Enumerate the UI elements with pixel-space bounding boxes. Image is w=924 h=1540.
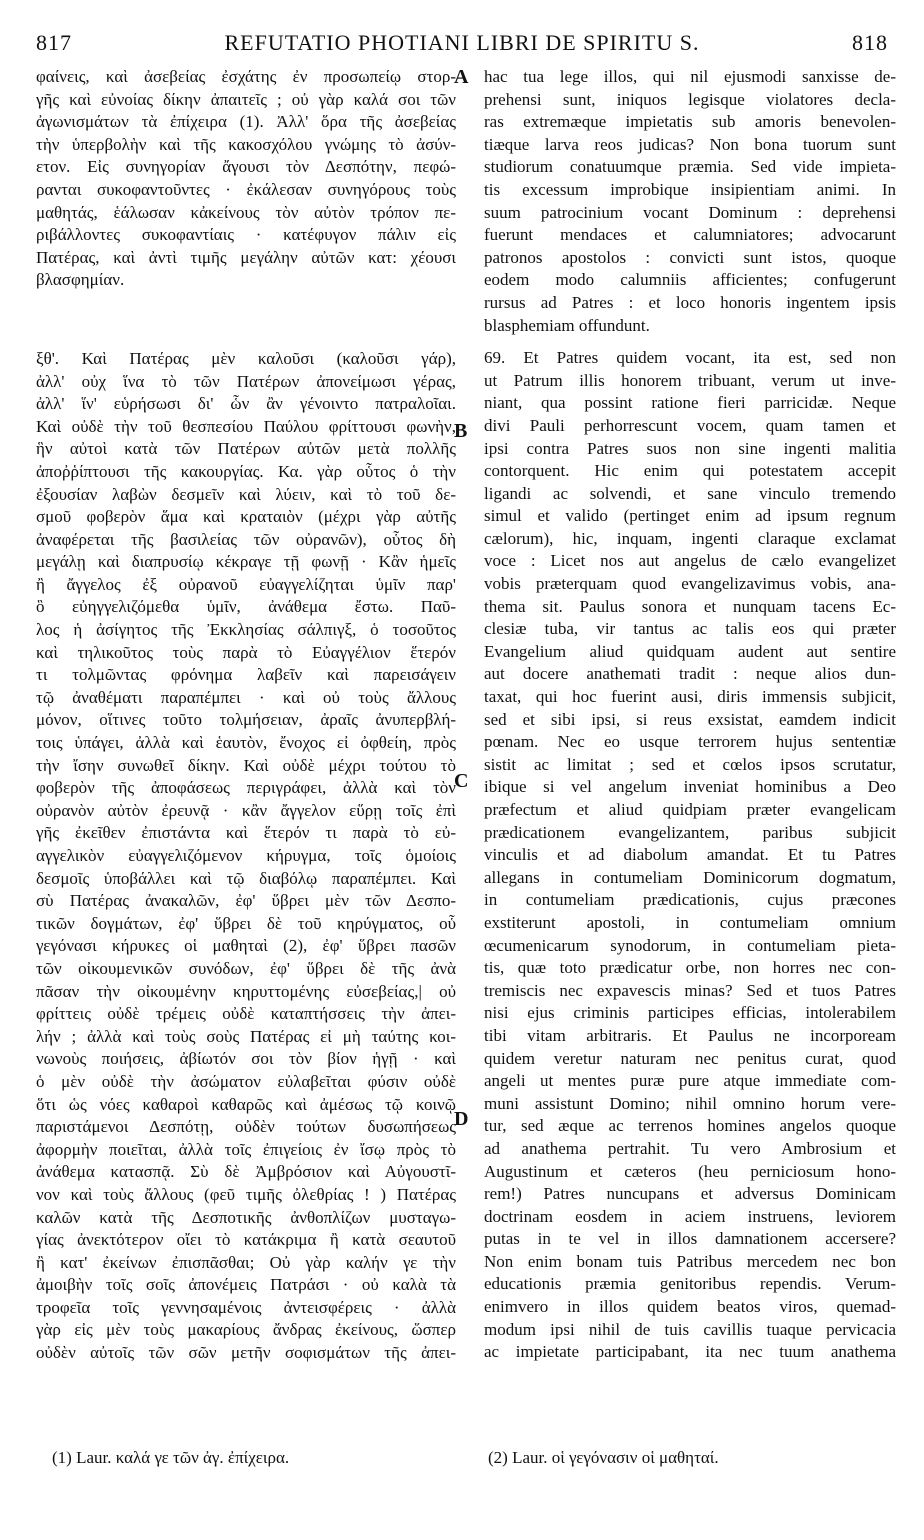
text-line: angeli ut mentes puræ pure atque immediate com- bbox=[484, 1071, 896, 1091]
text-line: ὁ μὲν οὐδὲ τὴν ἀσώματον εὐλαβεῖται φύσιν οὐδὲ bbox=[36, 1071, 456, 1091]
text-line: τὴν ὑπερβολὴν καὶ τῆς κακοσχόλου γνώμης τὸ ἀσύν- bbox=[36, 134, 456, 154]
latin-column bbox=[484, 66, 896, 1364]
text-line: φαίνεις, καὶ ἀσεβείας ἐσχάτης ἐν προσωπείῳ στορ- bbox=[36, 67, 456, 86]
text-line: ibique si vel angelum inveniat hominibus a Deo bbox=[484, 777, 896, 797]
text-line: ut Patrum illis honorem tribuant, verum ut inve- bbox=[484, 370, 896, 390]
text-line: sed et sibi ipsi, si reus exsistat, eamdem indicit bbox=[484, 709, 896, 729]
running-title: REFUTATIO PHOTIANI LIBRI DE SPIRITU S. bbox=[224, 30, 700, 55]
text-line: γὰρ εἰς μὲν τοὺς μακαρίους ἄνδρας ἐκείνους, ὥσπερ bbox=[36, 1320, 456, 1340]
text-line: ὃ εὐηγγελιζόμεθα ὑμῖν, ἀνάθεμα ἔστω. Παῦ- bbox=[36, 597, 456, 617]
text-line: μεγάλῃ καὶ διαπρυσίῳ κέκραγε τῇ φωνῇ · Κἂν ἡμεῖς bbox=[36, 552, 456, 572]
text-line: τῷ ἀναθέματι παραπέμπει · καὶ οὐ τοὺς ἄλλους bbox=[36, 687, 456, 707]
text-line: νον καὶ τοὺς ἄλλους (φεῦ τιμῆς ὀλεθρίας ! ) Πατέρας bbox=[36, 1184, 456, 1204]
text-line: γῆς καὶ εὐνοίας δίκην ἀπαιτεῖς ; οὐ γὰρ καλά σοι τῶν bbox=[36, 89, 456, 109]
text-line: ἀμοιβὴν τοῖς σοῖς ἀπονέμεις Πατράσι · οὐ καλὰ τὰ bbox=[36, 1275, 456, 1295]
text-line: Evangelium aliud quidquam audent aut sentire bbox=[484, 641, 896, 661]
text-line: γῆς ἐκεῖθεν ἐπιστάντα καὶ ἕτερόν τι παρὰ τὸ εὐ- bbox=[36, 823, 456, 843]
text-line: ἀναφέρεται τῆς βασιλείας τῶν οὐρανῶν), οὗτος δὴ bbox=[36, 529, 456, 549]
text-line: Πατέρας, καὶ ἀντὶ τιμῆς μεγάλην αὐτῶν κατ: χέουσι bbox=[36, 247, 456, 267]
text-line: aut docere anathemati tradit : neque alios dun- bbox=[484, 664, 896, 684]
text-line: hac tua lege illos, qui nil ejusmodi sanxisse de- bbox=[484, 67, 896, 86]
text-line: muni assistunt Domino; nihil omnino horum vere- bbox=[484, 1093, 896, 1113]
text-line: γεγόνασι κήρυκες οἱ μαθηταὶ (2), ἐφ' ὕβρει πασῶν bbox=[36, 936, 456, 956]
text-line: allegans in contumeliam Dominicorum dogmatum, bbox=[484, 867, 896, 887]
text-line: σμοῦ φοβερὸν ἅμα καὶ κραταιὸν (μέχρι γὰρ αὐτῆς bbox=[36, 507, 456, 527]
text-line: vinculis et ad diabolum amandat. Et tu Patres bbox=[484, 845, 896, 865]
text-line: Non enim bonam tuis Patribus mercedem nec bon bbox=[484, 1251, 896, 1271]
text-line: πᾶσαν τὴν οἰκουμένην κηρυττομένης εὐσεβείας,| οὐ bbox=[36, 981, 456, 1001]
margin-letter-d: D bbox=[454, 1108, 469, 1130]
running-header bbox=[36, 30, 888, 60]
text-line: ἀλλ' οὐχ ἵνα τὸ τῶν Πατέρων ἀπονείμωσι γέρας, bbox=[36, 371, 456, 391]
text-line: divi Pauli perhorrescunt vocem, quam tamen et bbox=[484, 415, 896, 435]
text-line: fuerunt mendaces et calumniatores; advocarunt bbox=[484, 225, 896, 245]
text-line: γίας ἀνεκτότερον οἴει τὸ κατάκριμα ἢ κατὰ σεαυτοῦ bbox=[36, 1230, 456, 1250]
text-line: ρανται συκοφαντοῦντες · ἐκάλεσαν συνηγόρους τοὺς bbox=[36, 179, 456, 199]
text-line: patronos apostolos : convicti sunt istos, quoque bbox=[484, 247, 896, 267]
text-line: τοις ὑπάγει, ἀλλὰ καὶ ἑαυτὸν, ἔνοχος εἰ ὀφθείη, πρὸς bbox=[36, 733, 456, 753]
text-line: σὺ Πατέρας ἀνακαλῶν, ἐφ' ὕβρει μὲν τῶν Δεσπο- bbox=[36, 891, 456, 911]
text-line: λος ἡ ἀσίγητος τῆς Ἐκκλησίας σάλπιγξ, ὁ τοσοῦτος bbox=[36, 620, 456, 640]
text-line: Augustinum et cæteros (heu perniciosum hono- bbox=[484, 1161, 896, 1181]
text-line: φρίττεις οὐδὲ τρέμεις οὐδὲ καταπτήσσεις τὴν ἀπει- bbox=[36, 1004, 456, 1024]
text-line: ἀλλ' ἵν' εὑρήσωσι δι' ὧν ἂν γένοιντο πατραλοῖαι. bbox=[36, 394, 456, 414]
text-line: τὴν ἴσην συνωθεῖ δίκην. Καὶ οὐδὲ μέχρι τούτου τὸ bbox=[36, 755, 456, 775]
text-line: exstiterunt apostoli, in contumeliam omnium bbox=[484, 912, 896, 932]
text-line: 69. Et Patres quidem vocant, ita est, sed non bbox=[484, 348, 896, 368]
text-line: tibi vitam arbitraris. Et Paulus ne incorpoream bbox=[484, 1025, 896, 1045]
text-line: cælorum), hic, inquam, ingenti claraque exclamat bbox=[484, 528, 896, 548]
text-line: ξθ'. Καὶ Πατέρας μὲν καλοῦσι (καλοῦσι γάρ), bbox=[36, 348, 456, 368]
text-line: ras extremæque impietatis sub amoris benevolen- bbox=[484, 112, 896, 132]
text-line: ἀνάθεμα κατασπᾷ. Σὺ δὲ Ἀμβρόσιον καὶ Αὐγουστῖ- bbox=[36, 1162, 456, 1182]
text-line: suum patrocinium vocant Dominum : deprehensi bbox=[484, 202, 896, 222]
text-line: ad anathema pertrahit. Tu vero Ambrosium et bbox=[484, 1138, 896, 1158]
text-line: ligandi ac solvendi, et sane vinculo tremendo bbox=[484, 483, 896, 503]
text-line: enimvero in illos quidem beatos viros, quemad- bbox=[484, 1297, 896, 1317]
text-line: educationis præmia genitoribus rependis. Verum- bbox=[484, 1274, 896, 1294]
text-line: ὅτι ὡς νόες καθαροὶ καθαρῶς καὶ ἀμέσως τῷ κοινῷ bbox=[36, 1094, 456, 1114]
text-line: tis, quæ toto prædicatur orbe, non horres nec con- bbox=[484, 958, 896, 978]
text-line: putas in te vel in illos damnationem accersere? bbox=[484, 1229, 896, 1249]
text-line: œcumenicarum synodorum, in contumeliam pieta- bbox=[484, 935, 896, 955]
text-line: niant, qua possint ratione fieri parricidæ. Neque bbox=[484, 393, 896, 413]
text-line: doctrinam eosdem in aciem instruens, leviorem bbox=[484, 1206, 896, 1226]
text-line: tis excessum improbique insipientiam animi. In bbox=[484, 179, 896, 199]
text-line: tur, sed æque ac terrenos homines angelos quoque bbox=[484, 1116, 896, 1136]
text-line: ἢ ἄγγελος ἐξ οὐρανοῦ εὐαγγελίζηται ὑμῖν παρ' bbox=[36, 574, 456, 594]
text-line: τικῶν δογμάτων, ἐφ' ὕβρει δὲ τοῦ κηρύγματος, οὗ bbox=[36, 913, 456, 933]
text-line: οὐρανὸν αὐτὸν ἐρευνᾷ · κἂν ἄγγελον εὕρῃ τοῖς ἐπὶ bbox=[36, 800, 456, 820]
text-line: prehensi sunt, iniquos legisque violatores decla- bbox=[484, 89, 896, 109]
text-line: rem!) Patres nuncupans et adversus Dominicam bbox=[484, 1184, 896, 1204]
footnote-2: (2) Laur. οἱ γεγόνασιν οἱ μαθηταί. bbox=[488, 1448, 719, 1467]
text-line: ac impietate participabant, ita nec tuum anathema bbox=[484, 1342, 896, 1362]
text-line: tremiscis nec expavescis minas? Sed et tuos Patres bbox=[484, 980, 896, 1000]
paragraph-gap bbox=[484, 337, 896, 347]
text-line: ἐξουσίαν λαβὼν δεσμεῖν καὶ λύειν, καὶ τὸ τοῦ δε- bbox=[36, 484, 456, 504]
text-line: λήν ; ἀλλὰ καὶ τοὺς σοὺς Πατέρας εἰ μὴ ταύτης κοι- bbox=[36, 1026, 456, 1046]
text-line: clesiæ tuba, vir tantus ac talis eos qui præter bbox=[484, 619, 896, 639]
text-line: thema sit. Paulus sonora et nunquam tacens Ec- bbox=[484, 596, 896, 616]
footnote-1: (1) Laur. καλά γε τῶν ἀγ. ἐπίχειρα. bbox=[52, 1448, 290, 1467]
text-line: δεσμοῖς ὑποβάλλει καὶ τῷ διαβόλῳ παραπέμπει. Καὶ bbox=[36, 868, 456, 888]
text-line: voce : Licet nos aut angelus de cælo evangelizet bbox=[484, 551, 896, 571]
text-line: ἀποῤῥίπτουσι τῆς κακουργίας. Κα. γὰρ οὗτος ὁ τὴν bbox=[36, 461, 456, 481]
paragraph-gap bbox=[36, 292, 456, 348]
page-number-right: 818 bbox=[852, 30, 888, 55]
page-number-left: 817 bbox=[36, 30, 72, 55]
text-line: τι τολμῶντας φρόνημα λαβεῖν καὶ παρεισάγειν bbox=[36, 665, 456, 685]
text-line: μαθητάς, ἑάλωσαν κἀκείνους τὸν αὐτὸν τρόπον πε- bbox=[36, 202, 456, 222]
text-line: νωνοὺς ποιήσεις, ἀβίωτόν σοι τὸν βίον ἡγῇ · καὶ bbox=[36, 1049, 456, 1069]
text-line: παριστάμενοι Δεσπότῃ, οὐδὲν τούτων δυσωπήσεως bbox=[36, 1117, 456, 1137]
text-line: οὐδὲν αὐτοῖς τῶν σῶν μετῆν σοφισμάτων τῆς ἀπει- bbox=[36, 1343, 456, 1363]
text-line: eodem modo calumniis afficientes; confugerunt bbox=[484, 270, 896, 290]
text-line: αγγελικὸν εὐαγγελιζόμενον κήρυγμα, τοῖς ὁμοίοις bbox=[36, 846, 456, 865]
text-line: ἀγωνισμάτων τὰ ἐπίχειρα (1). Ἀλλ' ὅρα τῆς ἀσεβείας bbox=[36, 112, 456, 132]
text-line: φοβερὸν τῆς ἀποφάσεως περιγράφει, ἀλλὰ καὶ τὸν bbox=[36, 778, 456, 798]
text-line: nisi ejus criminis participes efficias, intolerabilem bbox=[484, 1003, 896, 1023]
text-line: taxat, qui hoc fuerint ausi, diris immensis subjicit, bbox=[484, 687, 896, 707]
margin-letter-c: C bbox=[454, 770, 469, 792]
text-line: καλῶν κατὰ τῆς Δεσποτικῆς ἀνθοπλίζων μυσταγω- bbox=[36, 1207, 456, 1227]
margin-letter-b: B bbox=[454, 420, 468, 442]
text-line: Καὶ οὐδὲ τὴν τοῦ θεσπεσίου Παύλου φρίττουσι φωνὴν, bbox=[36, 416, 456, 436]
text-line: rursus ad Patres : et loco honoris ingentem ipsis bbox=[484, 292, 896, 312]
margin-letter-a: A bbox=[454, 66, 469, 88]
text-line: quidem veretur naturam nec penitus curat, quod bbox=[484, 1048, 896, 1068]
text-line: μόνον, οἵτινες τοῦτο τολμήσειαν, ἀραῖς ἀνυπερβλή- bbox=[36, 710, 456, 730]
text-line: in contumeliam prædicationis, cujus præcones bbox=[484, 890, 896, 910]
text-line: præfectum et aliud quidpiam præter evangelicam bbox=[484, 800, 896, 819]
text-line: ipsi contra Patres suos non sine ingenti malitia bbox=[484, 438, 896, 458]
text-line: τῶν οἰκουμενικῶν συνόδων, ἐφ' ὕβρει δὲ τῆς ἀνὰ bbox=[36, 958, 456, 978]
text-line: ετον. Εἰς συνηγορίαν ἄγουσι τὸν Δεσπότην, πεφώ- bbox=[36, 157, 456, 177]
text-line: ριβάλλοντες συκοφαντίαις · κατέφυγον πάλιν εἰς bbox=[36, 225, 456, 245]
text-line: ἀφορμὴν ποιεῖται, ἀλλὰ τοῖς ἐπιγείοις ἐν ἴσῳ πρὸς τὸ bbox=[36, 1139, 456, 1159]
text-line: ἢ κατ' ἐκείνων ἐπισπᾶσθαι; Οὐ γὰρ καλήν γε τὴν bbox=[36, 1252, 456, 1272]
text-line: ἣν αὐτοὶ κατὰ τῶν Πατέρων αὐτῶν μετὰ πολλῆς bbox=[36, 439, 456, 459]
text-line: sistit ac limitat ; sed et cœlos ipsos scrutatur, bbox=[484, 754, 896, 774]
text-line: contorquent. Hic enim qui potestatem accepit bbox=[484, 461, 896, 481]
text-line: modum ipsi nihil de tuis cavillis tuaque pervicacia bbox=[484, 1319, 896, 1339]
text-line: prædicationem evangelizantem, paribus subjicit bbox=[484, 822, 896, 842]
greek-column bbox=[36, 66, 456, 1365]
text-line: studiorum conatuumque præmia. Sed vide impieta- bbox=[484, 157, 896, 177]
text-line: blasphemiam offundunt. bbox=[484, 315, 650, 335]
text-line: pœnam. Nec eo usque terrorem hujus sententiæ bbox=[484, 732, 896, 752]
text-line: καὶ τηλικοῦτος τοὺς παρὰ τὸ Εὐαγγέλιον ἕτερόν bbox=[36, 642, 456, 662]
text-line: βλασφημίαν. bbox=[36, 270, 125, 290]
text-line: tiæque larva reos judicas? Non bona tuorum sunt bbox=[484, 134, 896, 154]
text-line: simul et valido (pertinget enim ad ipsum regnum bbox=[484, 506, 896, 526]
text-line: vobis præterquam quod evangelizavimus vobis, ana- bbox=[484, 574, 896, 594]
text-line: τροφεῖα τοῖς γεννησαμένοις ἀντεισφέρεις · ἀλλὰ bbox=[36, 1297, 456, 1317]
